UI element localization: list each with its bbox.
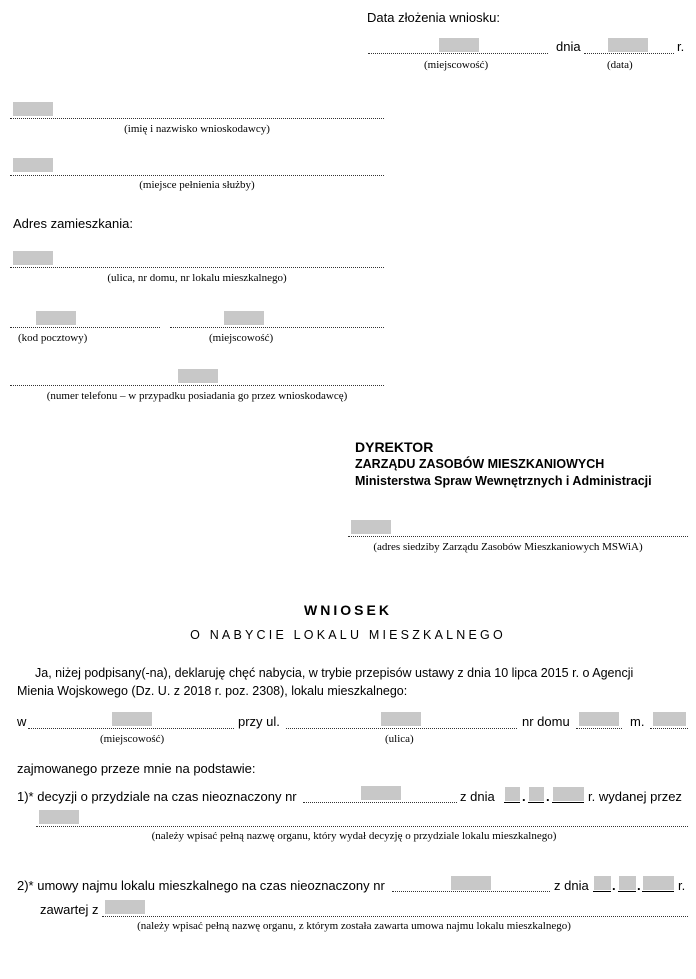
opt1-number-field[interactable] — [361, 786, 401, 800]
opt2-party-field[interactable] — [105, 900, 145, 914]
opt2-day-field[interactable] — [594, 876, 611, 890]
opt2-month-field[interactable] — [619, 876, 636, 890]
opt2-text: 2)* umowy najmu lokalu mieszkalnego na czas nieoznaczony nr — [17, 878, 385, 893]
name-field[interactable] — [13, 102, 53, 116]
basis-label: zajmowanego przeze mnie na podstawie: — [17, 761, 256, 776]
para-line1: Ja, niżej podpisany(-na), deklaruję chęć nabycia, w trybie przepisów ustawy z dnia 10 lipca 2015 r. o Agencji — [35, 666, 634, 680]
opt2-number-line — [392, 891, 550, 892]
opt1-month-line — [528, 802, 544, 803]
city-line — [170, 327, 384, 328]
para-line2: Mienia Wojskowego (Dz. U. z 2018 r. poz. 2308), lokalu mieszkalnego: — [17, 684, 408, 698]
opt2-zdnia-label: z dnia — [554, 878, 589, 893]
r-label: r. — [677, 39, 685, 54]
postal-caption: (kod pocztowy) — [18, 332, 88, 344]
opt2-party-line — [102, 916, 688, 917]
house-field[interactable] — [579, 712, 619, 726]
opt1-end: r. wydanej przez — [588, 789, 682, 804]
loc-street-line — [286, 728, 517, 729]
street-caption: (ulica, nr domu, nr lokalu mieszkalnego) — [107, 272, 287, 284]
opt2-month-line — [618, 891, 636, 892]
postal-field[interactable] — [36, 311, 76, 325]
nr-domu-label: nr domu — [522, 714, 570, 729]
phone-caption: (numer telefonu – w przypadku posiadania go przez wnioskodawcę) — [46, 390, 348, 402]
addressee-line2: ZARZĄDU ZASOBÓW MIESZKANIOWYCH — [355, 457, 605, 471]
title-sub: O NABYCIE LOKALU MIESZKALNEGO — [190, 628, 506, 642]
service-line — [10, 175, 384, 176]
addressee-line3: Ministerstwa Spraw Wewnętrznych i Administracji — [355, 474, 652, 488]
opt1-text: 1)* decyzji o przydziale na czas nieoznaczony nr — [17, 789, 297, 804]
opt2-year-line — [642, 891, 674, 892]
postal-line — [10, 327, 160, 328]
opt1-dot1: . — [522, 789, 526, 804]
opt1-dot2: . — [546, 789, 550, 804]
opt1-number-line — [303, 802, 457, 803]
apartment-field[interactable] — [653, 712, 686, 726]
opt1-zdnia-label: z dnia — [460, 789, 495, 804]
opt1-day-field[interactable] — [505, 787, 520, 801]
m-label: m. — [630, 714, 645, 729]
w-label: w — [17, 714, 27, 729]
name-caption: (imię i nazwisko wnioskodawcy) — [124, 123, 270, 135]
date-city-field[interactable] — [439, 38, 479, 52]
opt2-caption: (należy wpisać pełną nazwę organu, z którym została zawarta umowa najmu lokalu mieszkalnego) — [137, 920, 571, 932]
city-field[interactable] — [224, 311, 264, 325]
przy-ul-label: przy ul. — [238, 714, 280, 729]
zawartej-z-label: zawartej z — [40, 902, 99, 917]
city-caption: (miejscowość) — [209, 332, 274, 344]
service-caption: (miejsce pełnienia służby) — [139, 179, 255, 191]
opt1-organ-line — [36, 826, 688, 827]
phone-field[interactable] — [178, 369, 218, 383]
address-label: Adres zamieszkania: — [13, 216, 133, 231]
seat-line — [348, 536, 688, 537]
opt2-year-field[interactable] — [643, 876, 674, 890]
date-date-line — [584, 53, 674, 54]
apartment-line — [650, 728, 688, 729]
opt1-year-line — [552, 802, 584, 803]
loc-city-field[interactable] — [112, 712, 152, 726]
loc-city-line — [28, 728, 234, 729]
loc-street-caption: (ulica) — [385, 733, 414, 745]
street-field[interactable] — [13, 251, 53, 265]
loc-street-field[interactable] — [381, 712, 421, 726]
data-caption: (data) — [607, 59, 633, 71]
opt1-organ-field[interactable] — [39, 810, 79, 824]
opt2-end: r. — [678, 878, 686, 893]
title-main: WNIOSEK — [304, 602, 392, 618]
name-line — [10, 118, 384, 119]
dnia-label: dnia — [556, 39, 581, 54]
opt2-dot1: . — [612, 878, 616, 893]
miejscowosc-caption: (miejscowość) — [424, 59, 489, 71]
opt1-day-line — [504, 802, 520, 803]
opt1-year-field[interactable] — [553, 787, 584, 801]
loc-city-caption: (miejscowość) — [100, 733, 165, 745]
date-label: Data złożenia wniosku: — [367, 10, 500, 25]
opt2-dot2: . — [637, 878, 641, 893]
street-line — [10, 267, 384, 268]
seat-caption: (adres siedziby Zarządu Zasobów Mieszkaniowych MSWiA) — [373, 541, 643, 553]
opt2-day-line — [593, 891, 611, 892]
addressee-line1: DYREKTOR — [355, 439, 434, 455]
opt1-caption: (należy wpisać pełną nazwę organu, który wydał decyzję o przydziale lokalu mieszkalnego) — [151, 830, 557, 842]
phone-line — [10, 385, 384, 386]
opt2-number-field[interactable] — [451, 876, 491, 890]
house-line — [576, 728, 622, 729]
seat-field[interactable] — [351, 520, 391, 534]
date-date-field[interactable] — [608, 38, 648, 52]
service-field[interactable] — [13, 158, 53, 172]
opt1-month-field[interactable] — [529, 787, 544, 801]
date-city-line — [368, 53, 548, 54]
